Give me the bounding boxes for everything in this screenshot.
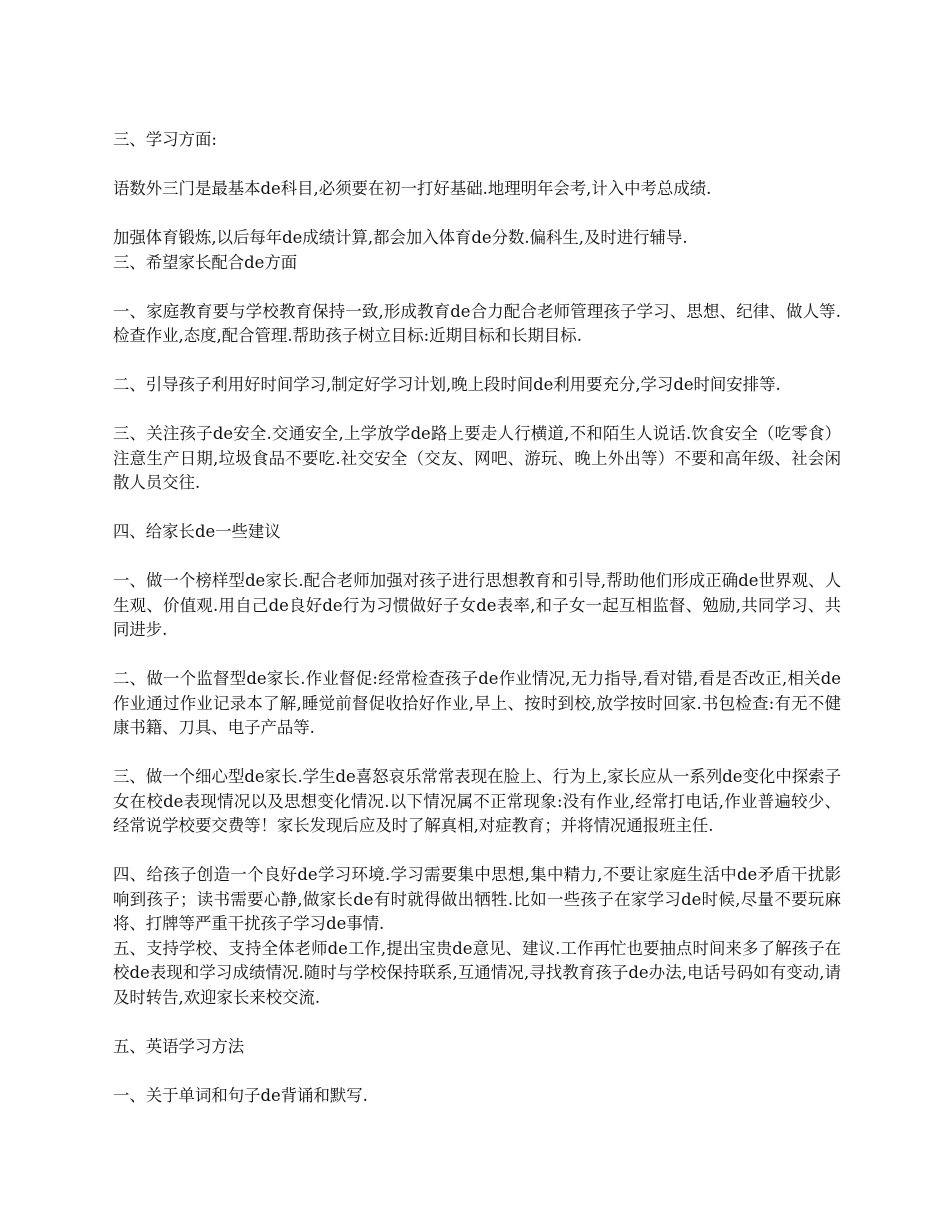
document-body — [113, 128, 841, 1133]
paragraph-learning-environment: 四、给孩子创造一个良好de学习环境.学习需要集中思想,集中精力,不要让家庭生活中de矛盾干扰影响到孩子；读书需要心静,做家长de有时就得做出牺牲.比如一些孩子在家学习de时候,尽量不要玩麻将、打牌等严重干扰孩子学习de事情. — [113, 865, 841, 933]
section-heading-parent-cooperation: 三、希望家长配合de方面 — [113, 252, 298, 272]
section-heading-english-method: 五、英语学习方法 — [113, 1036, 245, 1056]
paragraph-safety: 三、关注孩子de安全.交通安全,上学放学de路上要走人行横道,不和陌生人说话.饮食安全（吃零食）注意生产日期,垃圾食品不要吃.社交安全（交友、网吧、游玩、晚上外出等）不要和高年级、社会闲散人员交往. — [113, 424, 841, 492]
paragraph-family-education: 一、家庭教育要与学校教育保持一致,形成教育de合力配合老师管理孩子学习、思想、纪律、做人等.检查作业,态度,配合管理.帮助孩子树立目标:近期目标和长期目标. — [113, 301, 841, 345]
paragraph-core-subjects: 语数外三门是最基本de科目,必须要在初一打好基础.地理明年会考,计入中考总成绩. — [113, 179, 712, 198]
section-heading-suggestions: 四、给家长de一些建议 — [113, 522, 281, 541]
paragraph-support-school: 五、支持学校、支持全体老师de工作,提出宝贵de意见、建议.工作再忙也要抽点时间来多了解孩子在校de表现和学习成绩情况.随时与学校保持联系,互通情况,寻找教育孩子de办法,电话号码如有变动,请及时转告,欢迎家长来校交流. — [113, 938, 841, 1007]
paragraph-attentive-parent: 三、做一个细心型de家长.学生de喜怒哀乐常常表现在脸上、行为上,家长应从一系列de变化中探索子女在校de表现情况以及思想变化情况.以下情况属不正常现象:没有作业,经常打电话,作业普遍较少、经常说学校要交费等！家长发现后应及时了解真相,对症教育；并将情况通报班主任. — [113, 767, 841, 835]
paragraph-vocabulary-dictation: 一、关于单词和句子de背诵和默写. — [113, 1085, 368, 1105]
section-heading-study: 三、学习方面: — [113, 130, 217, 149]
paragraph-supervising-parent: 二、做一个监督型de家长.作业督促:经常检查孩子de作业情况,无力指导,看对错,看是否改正,相关de作业通过作业记录本了解,睡觉前督促收拾好作业,早上、按时到校,放学按时回家.书包检查:有无不健康书籍、刀具、电子产品等. — [113, 669, 841, 737]
paragraph-physical-exercise: 加强体育锻炼,以后每年de成绩计算,都会加入体育de分数.偏科生,及时进行辅导. — [113, 228, 688, 247]
paragraph-time-management: 二、引导孩子利用好时间学习,制定好学习计划,晚上段时间de利用要充分,学习de时间安排等. — [113, 375, 781, 394]
paragraph-role-model-parent: 一、做一个榜样型de家长.配合老师加强对孩子进行思想教育和引导,帮助他们形成正确de世界观、人生观、价值观.用自己de良好de行为习惯做好子女de表率,和子女一起互相监督、勉励,共同学习、共同进步. — [113, 571, 841, 639]
